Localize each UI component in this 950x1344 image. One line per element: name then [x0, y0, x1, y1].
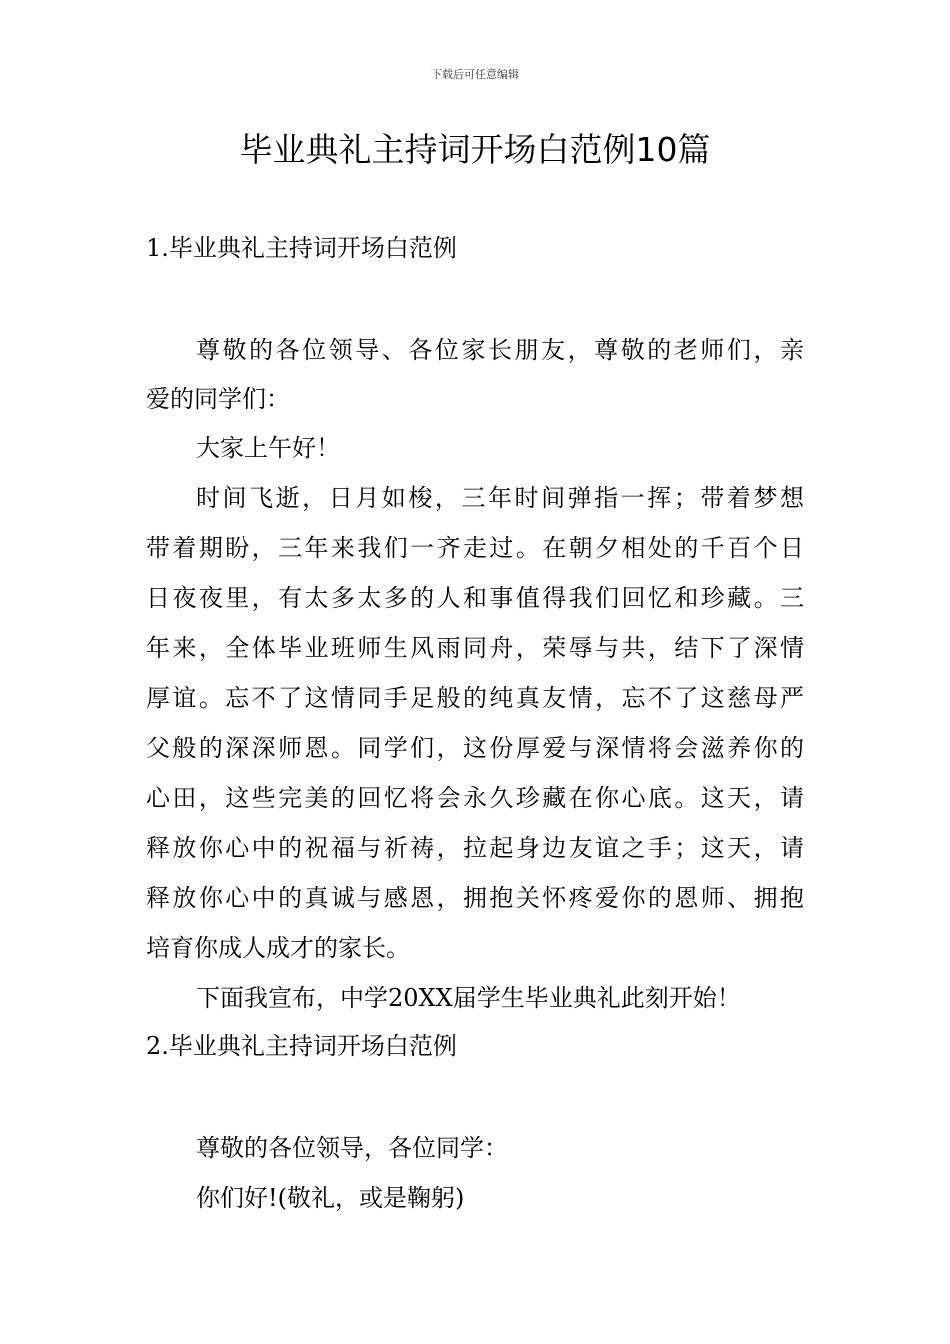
body-line: 培育你成人成才的家长。: [146, 934, 410, 962]
body-line: 心田，这些完美的回忆将会永久珍藏在你心底。这天，请: [146, 784, 804, 812]
body-line: 释放你心中的祝福与祈祷，拉起身边友谊之手；这天，请: [146, 834, 804, 862]
section-heading-1: 1.毕业典礼主持词开场白范例: [146, 234, 457, 262]
salutation-2: 尊敬的各位领导，各位同学：: [196, 1134, 508, 1162]
body-line: 日夜夜里，有太多太多的人和事值得我们回忆和珍藏。三: [146, 584, 804, 612]
salutation-line-2: 爱的同学们：: [146, 385, 290, 413]
body-line: 时间飞逝，日月如梭，三年时间弹指一挥；带着梦想: [196, 484, 804, 512]
body-line: 父般的深深师恩。同学们，这份厚爱与深情将会滋养你的: [146, 734, 804, 762]
closing-announcement: 下面我宣布，中学20XX届学生毕业典礼此刻开始！: [196, 984, 741, 1012]
body-line: 带着期盼，三年来我们一齐走过。在朝夕相处的千百个日: [146, 534, 804, 562]
body-line: 年来，全体毕业班师生风雨同舟，荣辱与共，结下了深情: [146, 634, 804, 662]
header-note: 下载后可任意编辑: [431, 68, 519, 81]
greeting-1: 大家上午好！: [196, 434, 340, 462]
greeting-2: 你们好!(敬礼，或是鞠躬): [196, 1184, 465, 1212]
body-line: 厚谊。忘不了这情同手足般的纯真友情，忘不了这慈母严: [146, 684, 804, 712]
document-title: 毕业典礼主持词开场白范例10篇: [239, 130, 711, 169]
salutation-line-1: 尊敬的各位领导、各位家长朋友，尊敬的老师们，亲: [196, 336, 804, 364]
section-heading-2: 2.毕业典礼主持词开场白范例: [146, 1032, 457, 1060]
body-line: 释放你心中的真诚与感恩，拥抱关怀疼爱你的恩师、拥抱: [146, 884, 804, 912]
